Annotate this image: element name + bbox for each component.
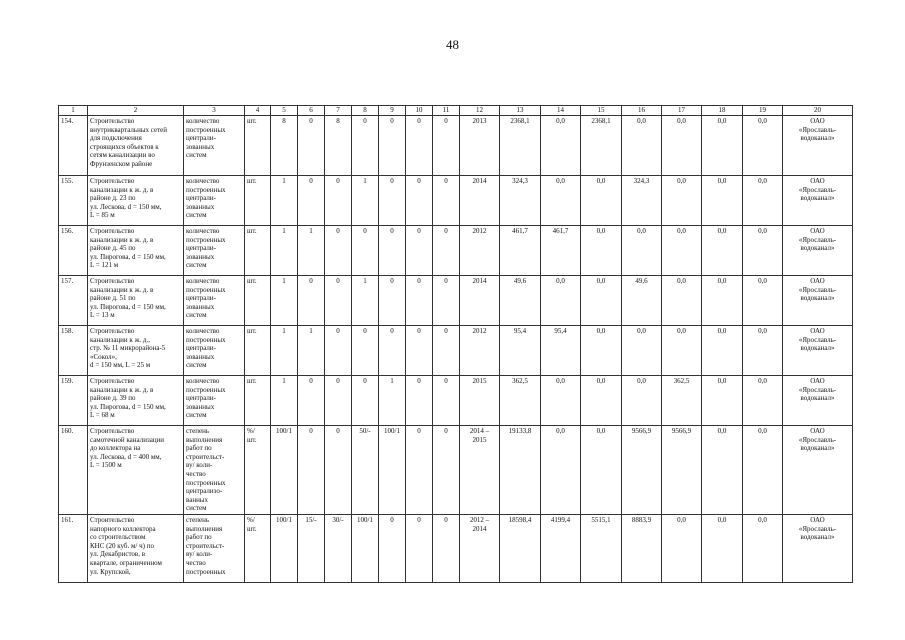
cell-f2013: 0,0 <box>581 276 622 326</box>
column-number: 17 <box>662 106 702 116</box>
cell-c11: 0 <box>433 116 460 176</box>
total-amount: 18598,4 <box>500 514 541 582</box>
column-number: 6 <box>298 106 325 116</box>
indicator: количество построенных централи- зованных систем <box>184 326 245 376</box>
cell-v2014: 100/1 <box>352 514 379 582</box>
cell-total: 1 <box>271 276 298 326</box>
executor: ОАО «Ярославль- водоканал» <box>783 226 853 276</box>
cell-f2017: 0,0 <box>743 276 783 326</box>
cell-f2017: 0,0 <box>743 116 783 176</box>
column-number: 11 <box>433 106 460 116</box>
term: 2014 <box>460 276 500 326</box>
table-row <box>59 176 853 226</box>
cell-f2015: 362,5 <box>662 376 702 426</box>
cell-f2015: 0,0 <box>662 176 702 226</box>
cell-v2015: 0 <box>379 326 406 376</box>
cell-v2012: 15/- <box>298 514 325 582</box>
cell-f2014: 0,0 <box>622 376 662 426</box>
cell-f2012: 4199,4 <box>541 514 581 582</box>
executor: ОАО «Ярославль- водоканал» <box>783 376 853 426</box>
cell-v2015: 1 <box>379 376 406 426</box>
column-number: 14 <box>541 106 581 116</box>
cell-c10: 0 <box>406 176 433 226</box>
unit: шт. <box>245 176 271 226</box>
cell-v2013: 0 <box>325 426 352 515</box>
table-row <box>59 276 853 326</box>
row-number: 160. <box>59 426 88 515</box>
cell-f2016: 0,0 <box>702 426 743 515</box>
cell-c11: 0 <box>433 376 460 426</box>
term: 2014 <box>460 176 500 226</box>
cell-f2017: 0,0 <box>743 376 783 426</box>
cell-c10: 0 <box>406 276 433 326</box>
term: 2012 <box>460 226 500 276</box>
measure-name: Строительство канализации к ж. д., стр. № 11 микрорайона-5 «Сокол», d = 150 мм, L = 25 м <box>88 326 184 376</box>
cell-f2015: 9566,9 <box>662 426 702 515</box>
measure-name: Строительство самотечной канализации до коллектора на ул. Лескова, d = 400 мм, L = 1500 м <box>88 426 184 515</box>
term: 2012 – 2014 <box>460 514 500 582</box>
executor: ОАО «Ярославль- водоканал» <box>783 326 853 376</box>
total-amount: 19133,8 <box>500 426 541 515</box>
unit: шт. <box>245 116 271 176</box>
cell-v2015: 0 <box>379 226 406 276</box>
total-amount: 2368,1 <box>500 116 541 176</box>
column-number: 3 <box>184 106 245 116</box>
cell-c10: 0 <box>406 376 433 426</box>
cell-f2017: 0,0 <box>743 226 783 276</box>
cell-c10: 0 <box>406 426 433 515</box>
cell-v2013: 30/- <box>325 514 352 582</box>
column-number: 4 <box>245 106 271 116</box>
indicator: количество построенных централи- зованных систем <box>184 176 245 226</box>
cell-v2013: 0 <box>325 276 352 326</box>
cell-f2012: 0,0 <box>541 176 581 226</box>
cell-f2014: 0,0 <box>622 226 662 276</box>
cell-f2015: 0,0 <box>662 326 702 376</box>
unit: %/ шт. <box>245 514 271 582</box>
cell-c10: 0 <box>406 226 433 276</box>
indicator: количество построенных централи- зованных систем <box>184 116 245 176</box>
cell-f2014: 8883,9 <box>622 514 662 582</box>
cell-total: 1 <box>271 226 298 276</box>
cell-v2014: 50/- <box>352 426 379 515</box>
cell-f2016: 0,0 <box>702 514 743 582</box>
row-number: 155. <box>59 176 88 226</box>
cell-v2014: 0 <box>352 376 379 426</box>
column-number: 5 <box>271 106 298 116</box>
cell-f2015: 0,0 <box>662 276 702 326</box>
column-number: 16 <box>622 106 662 116</box>
column-number: 8 <box>352 106 379 116</box>
total-amount: 362,5 <box>500 376 541 426</box>
cell-v2015: 0 <box>379 514 406 582</box>
cell-f2016: 0,0 <box>702 326 743 376</box>
unit: шт. <box>245 326 271 376</box>
cell-v2014: 0 <box>352 116 379 176</box>
cell-v2012: 0 <box>298 116 325 176</box>
cell-f2017: 0,0 <box>743 514 783 582</box>
column-number-row <box>59 106 853 116</box>
cell-f2014: 0,0 <box>622 116 662 176</box>
row-number: 161. <box>59 514 88 582</box>
column-number: 18 <box>702 106 743 116</box>
cell-c11: 0 <box>433 176 460 226</box>
cell-f2016: 0,0 <box>702 116 743 176</box>
cell-f2017: 0,0 <box>743 426 783 515</box>
indicator: количество построенных централи- зованных систем <box>184 376 245 426</box>
cell-f2016: 0,0 <box>702 376 743 426</box>
cell-total: 100/1 <box>271 426 298 515</box>
cell-c10: 0 <box>406 116 433 176</box>
cell-v2013: 0 <box>325 226 352 276</box>
column-number: 10 <box>406 106 433 116</box>
executor: ОАО «Ярославль- водоканал» <box>783 276 853 326</box>
cell-v2012: 1 <box>298 326 325 376</box>
cell-total: 1 <box>271 376 298 426</box>
term: 2014 – 2015 <box>460 426 500 515</box>
cell-v2013: 8 <box>325 116 352 176</box>
executor: ОАО «Ярославль- водоканал» <box>783 426 853 515</box>
unit: шт. <box>245 276 271 326</box>
executor: ОАО «Ярославль- водоканал» <box>783 514 853 582</box>
cell-f2014: 49,6 <box>622 276 662 326</box>
cell-v2015: 0 <box>379 116 406 176</box>
cell-v2012: 0 <box>298 276 325 326</box>
table-row <box>59 226 853 276</box>
column-number: 9 <box>379 106 406 116</box>
cell-f2013: 0,0 <box>581 326 622 376</box>
column-number: 15 <box>581 106 622 116</box>
indicator: степень выполнения работ по строительст- ву/ коли- чество построенных централизо- ванных систем <box>184 426 245 515</box>
column-number: 1 <box>59 106 88 116</box>
cell-v2015: 0 <box>379 276 406 326</box>
cell-total: 100/1 <box>271 514 298 582</box>
cell-f2013: 0,0 <box>581 226 622 276</box>
cell-f2012: 461,7 <box>541 226 581 276</box>
cell-v2014: 0 <box>352 226 379 276</box>
term: 2012 <box>460 326 500 376</box>
cell-f2012: 0,0 <box>541 426 581 515</box>
total-amount: 461,7 <box>500 226 541 276</box>
cell-f2017: 0,0 <box>743 326 783 376</box>
cell-v2013: 0 <box>325 376 352 426</box>
column-number: 7 <box>325 106 352 116</box>
cell-v2013: 0 <box>325 326 352 376</box>
cell-f2012: 0,0 <box>541 276 581 326</box>
table-row <box>59 326 853 376</box>
cell-f2015: 0,0 <box>662 514 702 582</box>
cell-c11: 0 <box>433 514 460 582</box>
column-number: 12 <box>460 106 500 116</box>
cell-f2016: 0,0 <box>702 176 743 226</box>
cell-v2014: 1 <box>352 176 379 226</box>
cell-f2012: 95,4 <box>541 326 581 376</box>
term: 2013 <box>460 116 500 176</box>
cell-c11: 0 <box>433 426 460 515</box>
total-amount: 49,6 <box>500 276 541 326</box>
cell-f2013: 2368,1 <box>581 116 622 176</box>
cell-f2012: 0,0 <box>541 116 581 176</box>
cell-total: 1 <box>271 176 298 226</box>
indicator: степень выполнения работ по строительст- ву/ коли- чество построенных <box>184 514 245 582</box>
cell-f2014: 0,0 <box>622 326 662 376</box>
indicator: количество построенных централи- зованных систем <box>184 276 245 326</box>
cell-f2015: 0,0 <box>662 116 702 176</box>
cell-v2013: 0 <box>325 176 352 226</box>
column-number: 20 <box>783 106 853 116</box>
cell-f2014: 9566,9 <box>622 426 662 515</box>
cell-f2012: 0,0 <box>541 376 581 426</box>
cell-c10: 0 <box>406 326 433 376</box>
table-row <box>59 514 853 582</box>
measure-name: Строительство канализации к ж. д. в районе д. 39 по ул. Пирогова, d = 150 мм, L = 68 м <box>88 376 184 426</box>
cell-c11: 0 <box>433 226 460 276</box>
cell-v2012: 0 <box>298 176 325 226</box>
cell-f2013: 0,0 <box>581 426 622 515</box>
cell-v2012: 0 <box>298 376 325 426</box>
cell-f2017: 0,0 <box>743 176 783 226</box>
cell-v2015: 100/1 <box>379 426 406 515</box>
cell-f2013: 0,0 <box>581 376 622 426</box>
page-number: 48 <box>446 37 459 52</box>
table-row <box>59 116 853 176</box>
cell-f2016: 0,0 <box>702 276 743 326</box>
executor: ОАО «Ярославль- водоканал» <box>783 176 853 226</box>
cell-v2014: 1 <box>352 276 379 326</box>
term: 2015 <box>460 376 500 426</box>
indicator: количество построенных централи- зованных систем <box>184 226 245 276</box>
row-number: 159. <box>59 376 88 426</box>
measure-name: Строительство канализации к ж. д. в районе д. 23 по ул. Лескова, d = 150 мм, L = 85 м <box>88 176 184 226</box>
executor: ОАО «Ярославль- водоканал» <box>783 116 853 176</box>
cell-c10: 0 <box>406 514 433 582</box>
cell-f2016: 0,0 <box>702 226 743 276</box>
cell-f2013: 0,0 <box>581 176 622 226</box>
total-amount: 324,3 <box>500 176 541 226</box>
cell-v2012: 1 <box>298 226 325 276</box>
cell-total: 8 <box>271 116 298 176</box>
cell-v2014: 0 <box>352 326 379 376</box>
cell-f2015: 0,0 <box>662 226 702 276</box>
row-number: 156. <box>59 226 88 276</box>
cell-c11: 0 <box>433 276 460 326</box>
column-number: 19 <box>743 106 783 116</box>
unit: шт. <box>245 226 271 276</box>
cell-c11: 0 <box>433 326 460 376</box>
measure-name: Строительство напорного коллектора со строительством КНС (20 куб. м/ ч) по ул. Декабристов, в квартале, ограниченном ул. Крупской, <box>88 514 184 582</box>
cell-f2014: 324,3 <box>622 176 662 226</box>
row-number: 154. <box>59 116 88 176</box>
total-amount: 95,4 <box>500 326 541 376</box>
measure-name: Строительство канализации к ж. д. в районе д. 51 по ул. Пирогова, d = 150 мм, L = 13 м <box>88 276 184 326</box>
row-number: 158. <box>59 326 88 376</box>
column-number: 2 <box>88 106 184 116</box>
unit: шт. <box>245 376 271 426</box>
column-number: 13 <box>500 106 541 116</box>
measure-name: Строительство канализации к ж. д. в районе д. 45 по ул. Пирогова, d = 150 мм, L = 121 м <box>88 226 184 276</box>
measure-name: Строительство внутриквартальных сетей для подключения строящихся объектов к сетям канализации во Фрунзенском районе <box>88 116 184 176</box>
program-table <box>58 105 853 583</box>
row-number: 157. <box>59 276 88 326</box>
cell-v2012: 0 <box>298 426 325 515</box>
cell-v2015: 0 <box>379 176 406 226</box>
table-row <box>59 376 853 426</box>
cell-total: 1 <box>271 326 298 376</box>
cell-f2013: 5515,1 <box>581 514 622 582</box>
table-row <box>59 426 853 515</box>
unit: %/ шт. <box>245 426 271 515</box>
